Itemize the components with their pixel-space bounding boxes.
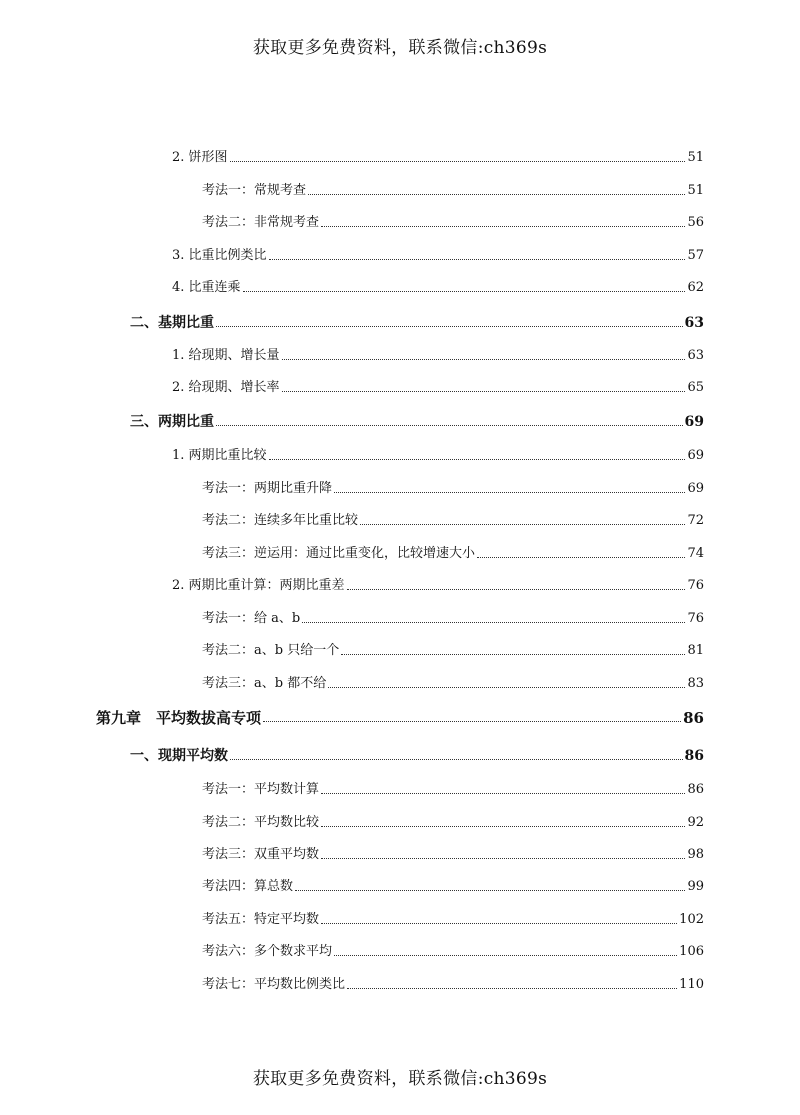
leader-dots	[321, 792, 685, 794]
toc-entry[interactable]	[202, 942, 704, 960]
toc-entry-label: 1. 给现期、增长量	[172, 348, 280, 363]
toc-chapter-entry[interactable]	[96, 708, 704, 726]
toc-entry-page: 83	[687, 676, 704, 691]
toc-entry[interactable]	[202, 845, 704, 863]
toc-entry[interactable]	[172, 378, 704, 396]
leader-dots	[282, 390, 686, 392]
toc-entry-label: 考法一：两期比重升降	[202, 481, 333, 496]
leader-dots	[230, 758, 683, 760]
toc-entry-label: 考法五：特定平均数	[202, 912, 320, 927]
toc-entry-page: 62	[687, 280, 704, 295]
leader-dots	[269, 458, 686, 460]
toc-entry[interactable]	[172, 576, 704, 594]
toc-entry-page: 86	[687, 782, 704, 797]
toc-entry-label: 考法三：双重平均数	[202, 847, 320, 862]
leader-dots	[328, 686, 685, 688]
leader-dots	[321, 825, 685, 827]
toc-entry-label: 考法一：给 a、b	[202, 611, 301, 626]
toc-entry-label: 考法一：平均数计算	[202, 782, 320, 797]
toc-entry-label: 考法三：a、b 都不给	[202, 676, 327, 691]
leader-dots	[321, 922, 677, 924]
toc-entry-page: 86	[683, 709, 704, 727]
toc-entry[interactable]	[202, 674, 704, 692]
leader-dots	[302, 621, 685, 623]
toc-section-entry[interactable]	[130, 746, 704, 764]
toc-section-entry[interactable]	[130, 412, 704, 430]
leader-dots	[282, 358, 686, 360]
header-banner: 获取更多免费资料，联系微信:ch369s	[252, 38, 548, 58]
leader-dots	[334, 491, 685, 493]
toc-entry-page: 63	[684, 315, 704, 331]
toc-entry[interactable]	[202, 181, 704, 199]
toc-entry[interactable]	[172, 446, 704, 464]
toc-entry-label: 二、基期比重	[130, 315, 214, 331]
toc-entry-label: 3. 比重比例类比	[172, 248, 267, 263]
toc-entry-page: 65	[687, 380, 704, 395]
toc-entry-page: 102	[679, 912, 704, 927]
leader-dots	[477, 556, 685, 558]
toc-entry-label: 1. 两期比重比较	[172, 448, 267, 463]
toc-entry-label: 2. 给现期、增长率	[172, 380, 280, 395]
toc-entry-page: 81	[687, 643, 704, 658]
toc-entry-page: 51	[687, 150, 704, 165]
toc-entry-page: 69	[687, 448, 704, 463]
toc-entry-page: 92	[687, 815, 704, 830]
toc-entry[interactable]	[202, 813, 704, 831]
toc-entry[interactable]	[202, 479, 704, 497]
toc-entry[interactable]	[202, 910, 704, 928]
toc-entry-label: 4. 比重连乘	[172, 280, 241, 295]
toc-section-entry[interactable]	[130, 313, 704, 331]
toc-entry-page: 76	[687, 611, 704, 626]
toc-entry[interactable]	[202, 975, 704, 993]
toc-entry-label: 考法二：连续多年比重比较	[202, 513, 359, 528]
leader-dots	[334, 954, 677, 956]
leader-dots	[347, 588, 686, 590]
leader-dots	[263, 720, 681, 722]
toc-entry[interactable]	[202, 609, 704, 627]
leader-dots	[230, 160, 686, 162]
leader-dots	[341, 653, 685, 655]
toc-entry-page: 56	[687, 215, 704, 230]
toc-entry-label: 考法三：逆运用：通过比重变化，比较增速大小	[202, 546, 476, 561]
toc-entry-label: 考法二：a、b 只给一个	[202, 643, 340, 658]
toc-entry[interactable]	[202, 544, 704, 562]
leader-dots	[295, 889, 685, 891]
toc-entry[interactable]	[202, 877, 704, 895]
toc-entry-page: 106	[679, 944, 704, 959]
leader-dots	[321, 857, 685, 859]
footer-banner: 获取更多免费资料，联系微信:ch369s	[252, 1069, 548, 1089]
toc-entry-label: 2. 饼形图	[172, 150, 228, 165]
leader-dots	[216, 325, 683, 327]
leader-dots	[243, 290, 686, 292]
toc-entry-page: 57	[687, 248, 704, 263]
toc-entry[interactable]	[202, 511, 704, 529]
toc-entry-page: 69	[684, 414, 704, 430]
toc-entry[interactable]	[202, 213, 704, 231]
toc-entry-page: 110	[679, 977, 704, 992]
toc-entry-page: 69	[687, 481, 704, 496]
toc-entry-page: 51	[687, 183, 704, 198]
toc-entry-label: 2. 两期比重计算：两期比重差	[172, 578, 345, 593]
leader-dots	[308, 193, 685, 195]
toc-entry[interactable]	[172, 346, 704, 364]
toc-entry[interactable]	[202, 641, 704, 659]
toc-entry-label: 考法七：平均数比例类比	[202, 977, 346, 992]
toc-entry-label: 考法四：算总数	[202, 879, 294, 894]
toc-entry-page: 99	[687, 879, 704, 894]
toc-entry-label: 一、现期平均数	[130, 748, 228, 764]
toc-entry-page: 74	[687, 546, 704, 561]
leader-dots	[216, 424, 683, 426]
toc-entry-page: 98	[687, 847, 704, 862]
toc-entry-label: 考法一：常规考查	[202, 183, 307, 198]
toc-entry-page: 86	[684, 748, 704, 764]
leader-dots	[321, 225, 685, 227]
leader-dots	[269, 258, 686, 260]
toc-entry-label: 三、两期比重	[130, 414, 214, 430]
toc-entry-label: 考法六：多个数求平均	[202, 944, 333, 959]
leader-dots	[347, 987, 677, 989]
toc-entry[interactable]	[172, 278, 704, 296]
toc-entry-label: 考法二：平均数比较	[202, 815, 320, 830]
toc-entry-page: 63	[687, 348, 704, 363]
toc-entry[interactable]	[172, 246, 704, 264]
toc-entry[interactable]	[172, 148, 704, 166]
toc-entry-page: 76	[687, 578, 704, 593]
leader-dots	[360, 523, 685, 525]
toc-entry-label: 第九章 平均数拔高专项	[96, 709, 262, 727]
toc-entry[interactable]	[202, 780, 704, 798]
toc-entry-page: 72	[687, 513, 704, 528]
toc-entry-label: 考法二：非常规考查	[202, 215, 320, 230]
